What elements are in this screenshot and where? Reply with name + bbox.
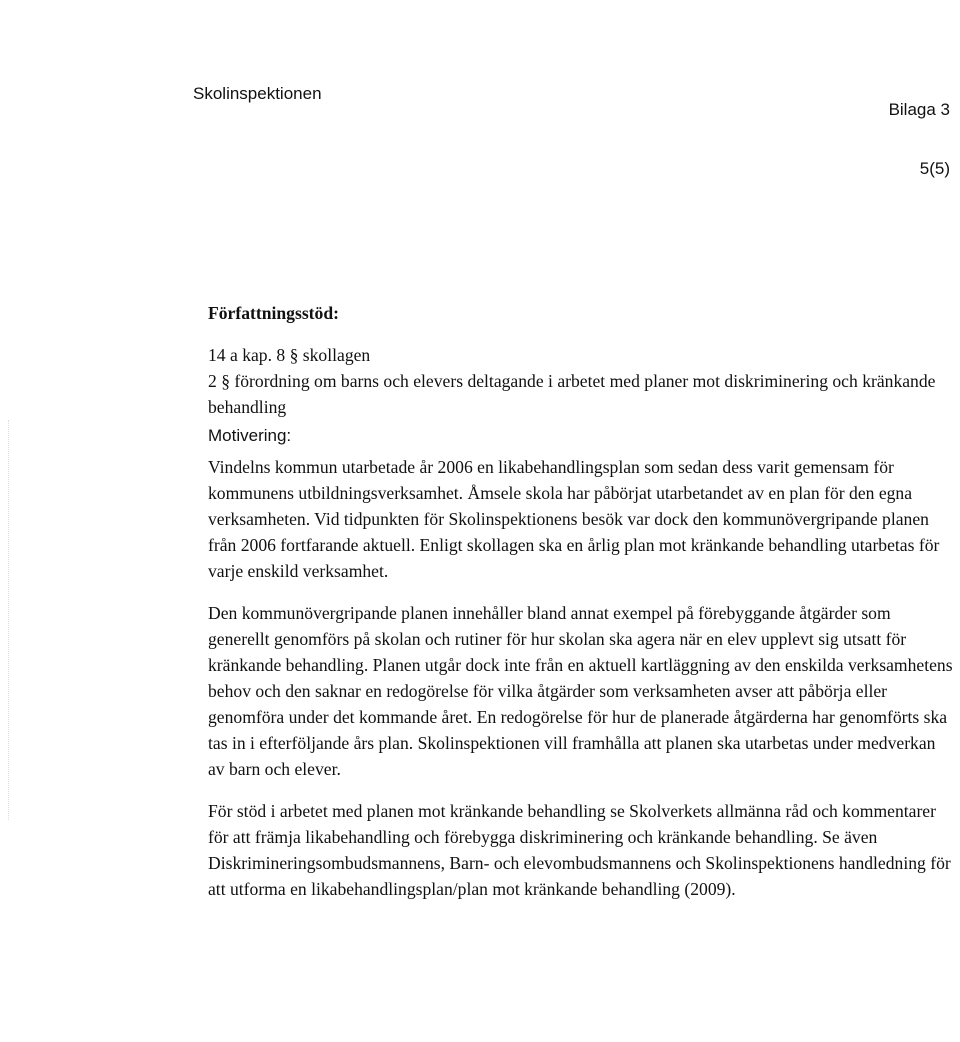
motivation-paragraph: Vindelns kommun utarbetade år 2006 en likabehandlingsplan som sedan dess varit gemensam för kommunens utbildningsverksamhet. Åmsele skola har påbörjat utarbetandet av en plan för den egna verksamheten. Vid tidpunkten för Skolinspektionens besök var dock den kommunövergripande planen från 2006 fortfarande aktuell. Enligt skollagen ska en årlig plan mot kränkande behandling utarbetas för varje enskild verksamhet. xyxy=(208,457,940,581)
attachment-label: Bilaga 3 xyxy=(888,100,950,119)
legal-reference: 2 § förordning om barns och elevers deltagande i arbetet med planer mot diskriminering och kränkande behandling xyxy=(208,371,936,417)
organization-name: Skolinspektionen xyxy=(193,84,322,103)
legal-basis-heading: Författningsstöd: xyxy=(208,303,339,323)
legal-references xyxy=(208,342,953,420)
page-number: 5(5) xyxy=(919,159,950,178)
motivation-paragraph: Den kommunövergripande planen innehåller bland annat exempel på förebyggande åtgärder som generellt genomförs på skolan och rutiner för hur skolan ska agera när en elev upplevt sig utsatt för kränkande behandling. Planen utgår dock inte från en aktuell kartläggning av den enskilda verksamhetens behov och den saknar en redogörelse för vilka åtgärder som verksamheten avser att påbörja eller genomföra under det kommande året. En redogörelse för hur de planerade åtgärderna har genomförts ska tas in i efterföljande års plan. Skolinspektionen vill framhålla att planen ska utarbetas under medverkan av barn och elever. xyxy=(208,603,953,779)
document-body xyxy=(208,300,953,918)
legal-reference: 14 a kap. 8 § skollagen xyxy=(208,345,371,365)
scan-margin-marks xyxy=(8,420,15,820)
motivation-paragraph: För stöd i arbetet med planen mot kränkande behandling se Skolverkets allmänna råd och kommentarer för att främja likabehandling och förebygga diskriminering och kränkande behandling. Se även Diskrimineringsombudsmannens, Barn- och elevombudsmannens och Skolinspektionens handledning för att utforma en likabehandlingsplan/plan mot kränkande behandling (2009). xyxy=(208,801,951,899)
motivation-heading: Motivering: xyxy=(208,426,292,445)
